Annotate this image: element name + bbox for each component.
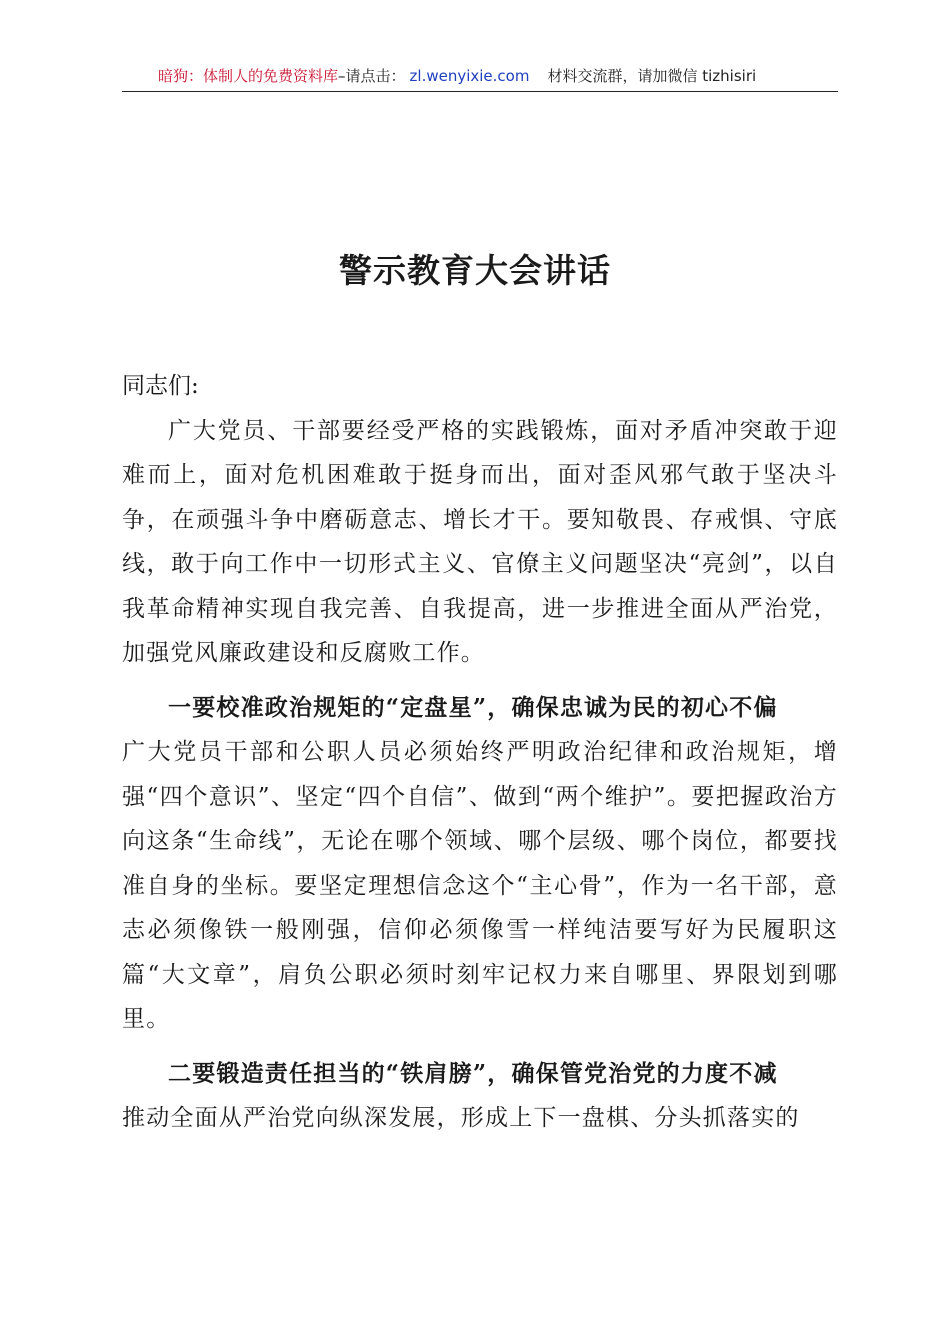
greeting: 同志们: bbox=[122, 373, 199, 399]
section-gap bbox=[122, 1042, 838, 1052]
section-body-2: 推动全面从严治党向纵深发展，形成上下一盘棋、分头抓落实的 bbox=[122, 1105, 800, 1131]
header-group-text: 材料交流群，请加微信 tizhisiri bbox=[547, 67, 757, 85]
section-body-1: 广大党员干部和公职人员必须始终严明政治纪律和政治规矩，增强“四个意识”、坚定“四个自信”、做到“两个维护”。要把握政治方向这条“生命线”，无论在哪个领域、哪个层级、哪个岗位，都要找准自身的坐标。要坚定理想信念这个“主心骨”，作为一名干部，意志必须像铁一般刚强，信仰必须像雪一样纯洁要写好为民履职这篇“大文章”，肩负公职必须时刻牢记权力来自哪里、界限划到哪里。 bbox=[122, 739, 838, 1032]
header-url-link[interactable]: zl.wenyixie.com bbox=[409, 67, 530, 85]
section-heading-1: 一要校准政治规矩的“定盘星”，确保忠诚为民的初心不偏 bbox=[168, 693, 778, 721]
document-title: 警示教育大会讲话 bbox=[339, 251, 611, 290]
section-gap bbox=[122, 676, 838, 686]
document-body bbox=[122, 364, 838, 1141]
header-brand: 暗狗：体制人的免费资料库 bbox=[158, 67, 339, 85]
section-heading-2: 二要锻造责任担当的“铁肩膀”，确保管党治党的力度不减 bbox=[168, 1059, 778, 1087]
page-header bbox=[122, 64, 838, 92]
header-click-text: –请点击： bbox=[338, 67, 406, 85]
intro-paragraph: 广大党员、干部要经受严格的实践锻炼，面对矛盾冲突敢于迎难而上，面对危机困难敢于挺身而出，面对歪风邪气敢于坚决斗争，在顽强斗争中磨砺意志、增长才干。要知敬畏、存戒惧、守底线，敢于向工作中一切形式主义、官僚主义问题坚决“亮剑”，以自我革命精神实现自我完善、自我提高，进一步推进全面从严治党，加强党风廉政建设和反腐败工作。 bbox=[122, 417, 838, 666]
